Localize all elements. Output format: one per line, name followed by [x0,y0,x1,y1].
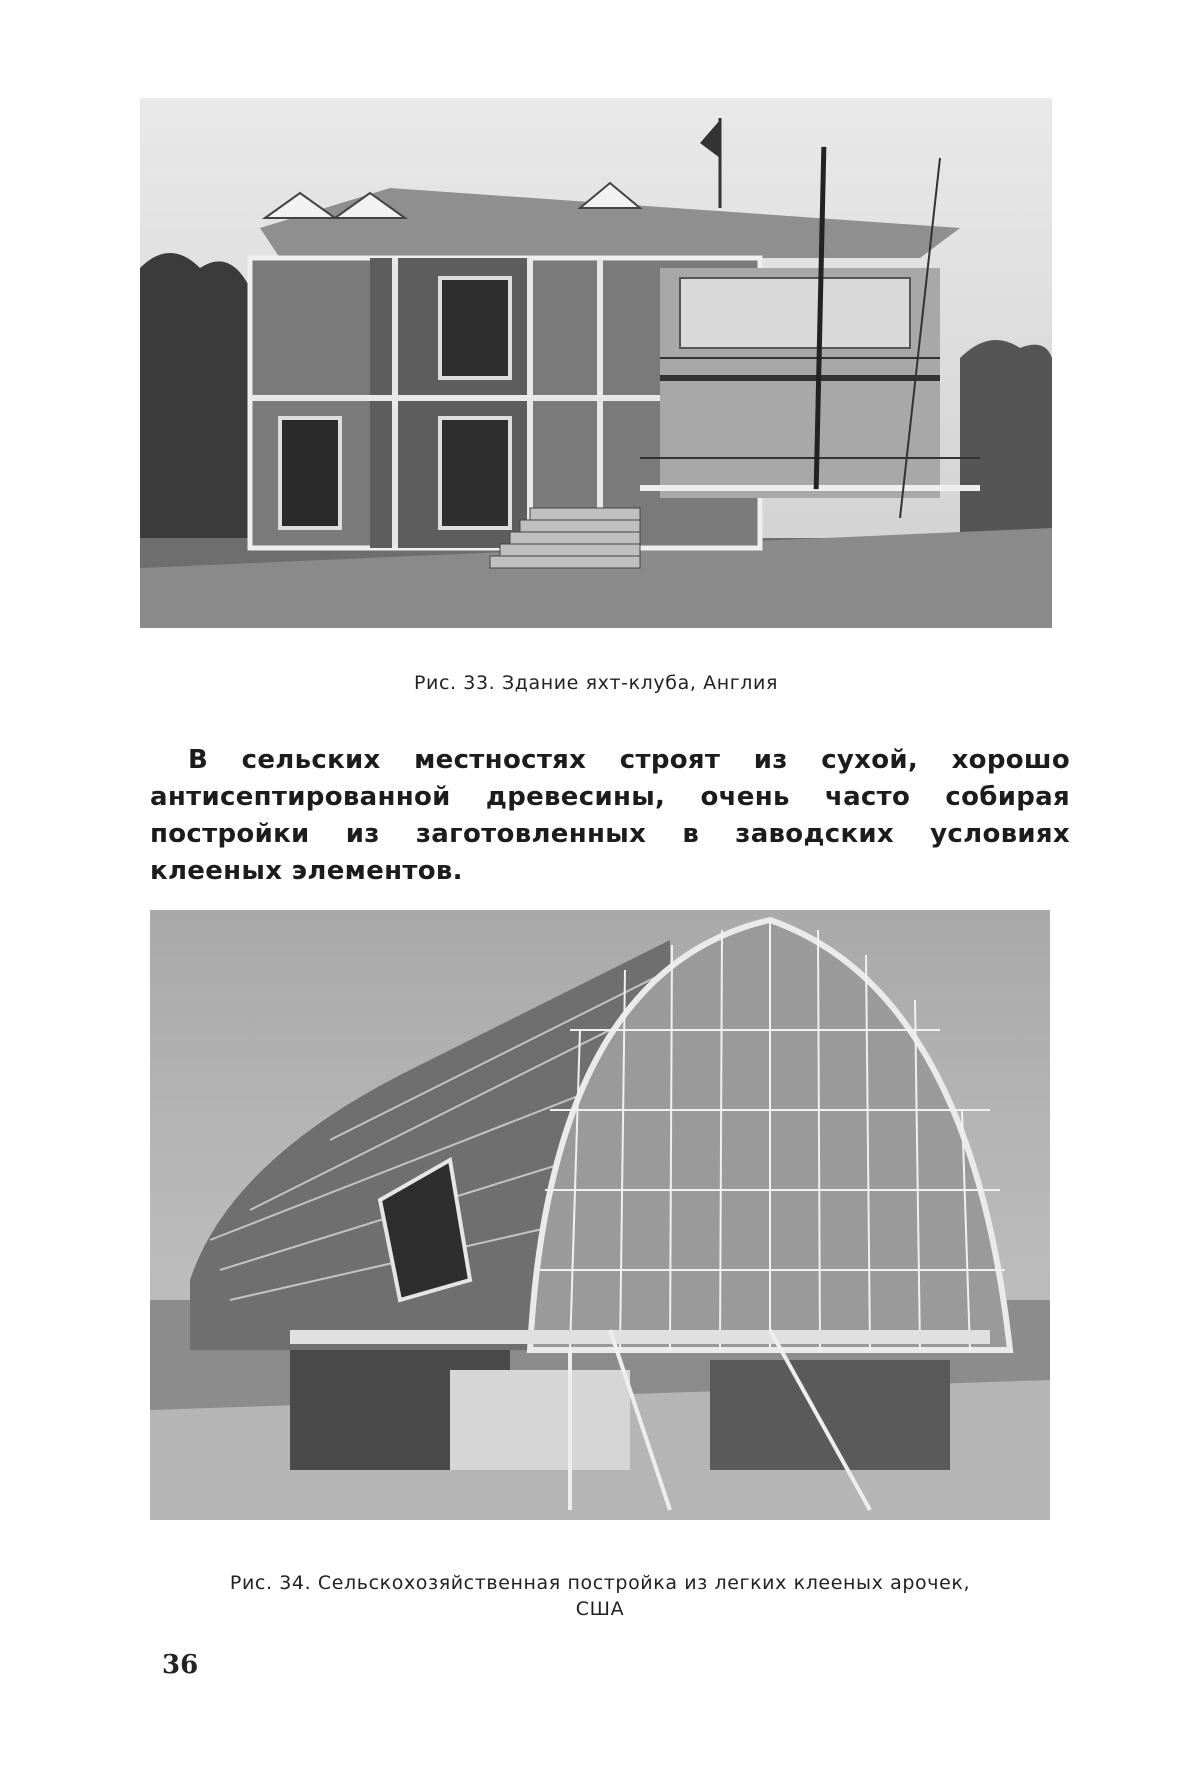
body-paragraph: В сельских местностях строят из сухой, хорошо антисептированной древесины, очень часто собирая постройки из заготовленных в заводских условиях клееных элементов. [150,745,1070,886]
figure-34-caption-line1: Рис. 34. Сельскохозяйственная постройка из легких клееных арочек, [229,1572,971,1594]
page-number: 36 [162,1650,199,1680]
arched-farm-building-image [150,910,1050,1520]
yacht-club-building-image [140,98,1052,628]
figure-34-caption [150,1570,1050,1622]
figure-34-photo [150,910,1050,1520]
figure-33-caption: Рис. 33. Здание яхт-клуба, Англия [413,672,779,694]
figure-33-photo [140,98,1052,628]
figure-34-caption-line2: США [575,1598,625,1620]
